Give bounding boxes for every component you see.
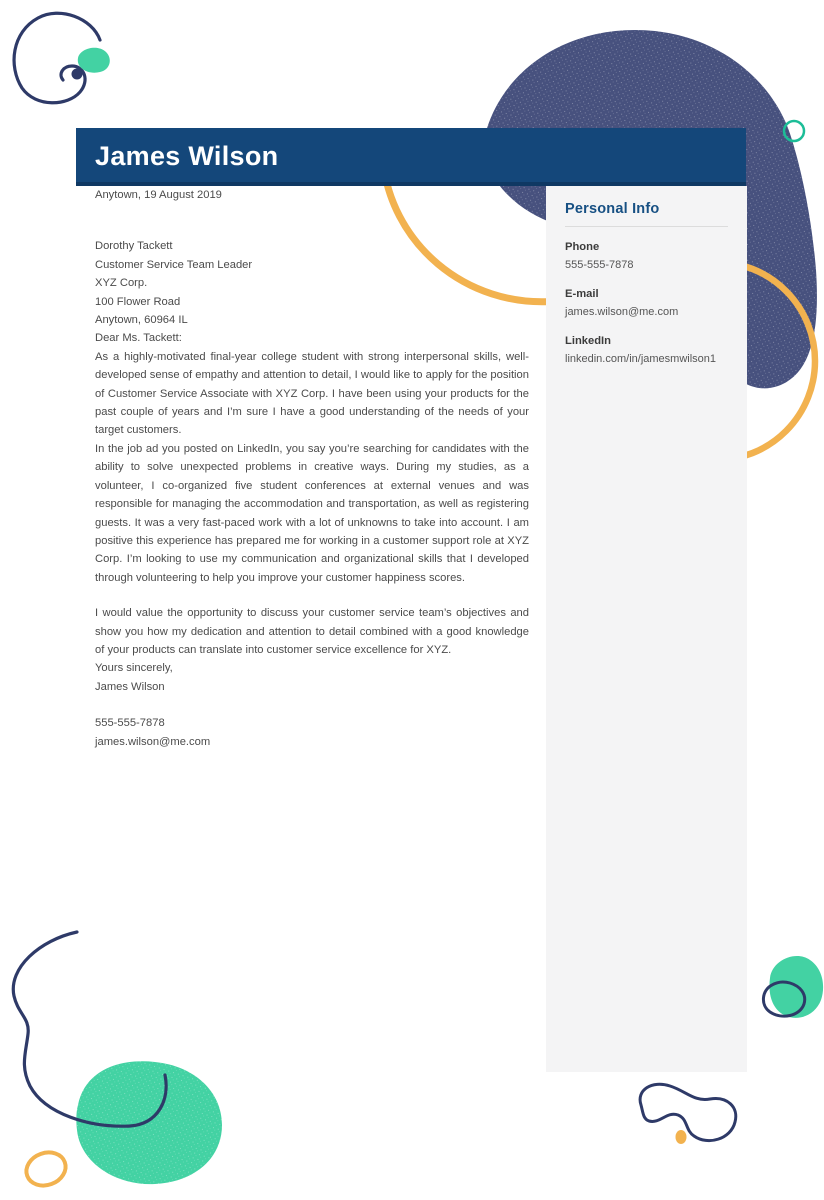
field-phone-value: 555-555-7878 xyxy=(565,259,634,271)
teal-blob-small xyxy=(78,48,110,73)
applicant-name: James Wilson xyxy=(95,141,279,171)
field-email-value: james.wilson@me.com xyxy=(565,306,679,318)
paragraph-closing: I would value the opportunity to discuss your customer service team’s objectives and show you how my dedication and attention to detail combined with a good knowledge of your products can translate into customer service excellence for XYZ. xyxy=(95,607,529,656)
field-linkedin-value: linkedin.com/in/jamesmwilson1 xyxy=(565,353,717,365)
recipient-name: Dorothy Tackett xyxy=(95,240,173,253)
sidebar-title: Personal Info xyxy=(565,201,728,227)
document-header xyxy=(76,128,746,186)
field-phone xyxy=(565,238,728,274)
recipient-block xyxy=(95,237,529,329)
navy-peanut-outline xyxy=(640,1084,736,1140)
teal-blob-large xyxy=(76,1061,222,1184)
recipient-city: Anytown, 60964 IL xyxy=(95,314,188,327)
field-email xyxy=(565,285,728,321)
closing-phrase: Yours sincerely, xyxy=(95,662,173,675)
yellow-oval-outline xyxy=(22,1147,71,1191)
field-email-label: E-mail xyxy=(565,288,599,300)
recipient-street: 100 Flower Road xyxy=(95,295,181,308)
yellow-dot xyxy=(676,1130,687,1144)
letter-date: Anytown, 19 August 2019 xyxy=(95,189,222,201)
signature-name: James Wilson xyxy=(95,680,165,693)
paragraph-intro: As a highly-motivated final-year college student with strong interpersonal skills, well-developed sense of empathy and attention to detail, I would like to apply for the position of Customer Service Associate with XYZ Corp. I have been using your products for the past couple of years and I’m sure I have a good understanding of the needs of your target customers. xyxy=(95,350,529,437)
personal-info-sidebar xyxy=(546,186,747,1072)
signature-email: james.wilson@me.com xyxy=(95,735,211,748)
field-linkedin-label: LinkedIn xyxy=(565,335,611,347)
signature-phone: 555-555-7878 xyxy=(95,717,165,730)
paragraph-experience: In the job ad you posted on LinkedIn, you say you’re searching for candidates with the ability to solve unexpected problems in creative ways. During my studies, as a volunteer, I co-organized five student conferences at external venues and was responsible for managing the accommodation and transportation, as well as registering guests. It was a very fast-paced work with a lot of unknowns to take into account. I am positive this experience has prepared me for working in a customer support role at XYZ Corp. I’m looking to use my communication and organizational skills that I developed through volunteering to help you improve your customer happiness scores. xyxy=(95,442,529,584)
field-linkedin xyxy=(565,332,728,368)
recipient-title: Customer Service Team Leader xyxy=(95,258,253,271)
recipient-company: XYZ Corp. xyxy=(95,277,148,290)
salutation: Dear Ms. Tackett: xyxy=(95,332,182,345)
signature-contact xyxy=(95,714,529,751)
letter-body xyxy=(95,186,529,751)
field-phone-label: Phone xyxy=(565,241,600,253)
navy-dot xyxy=(72,69,83,80)
